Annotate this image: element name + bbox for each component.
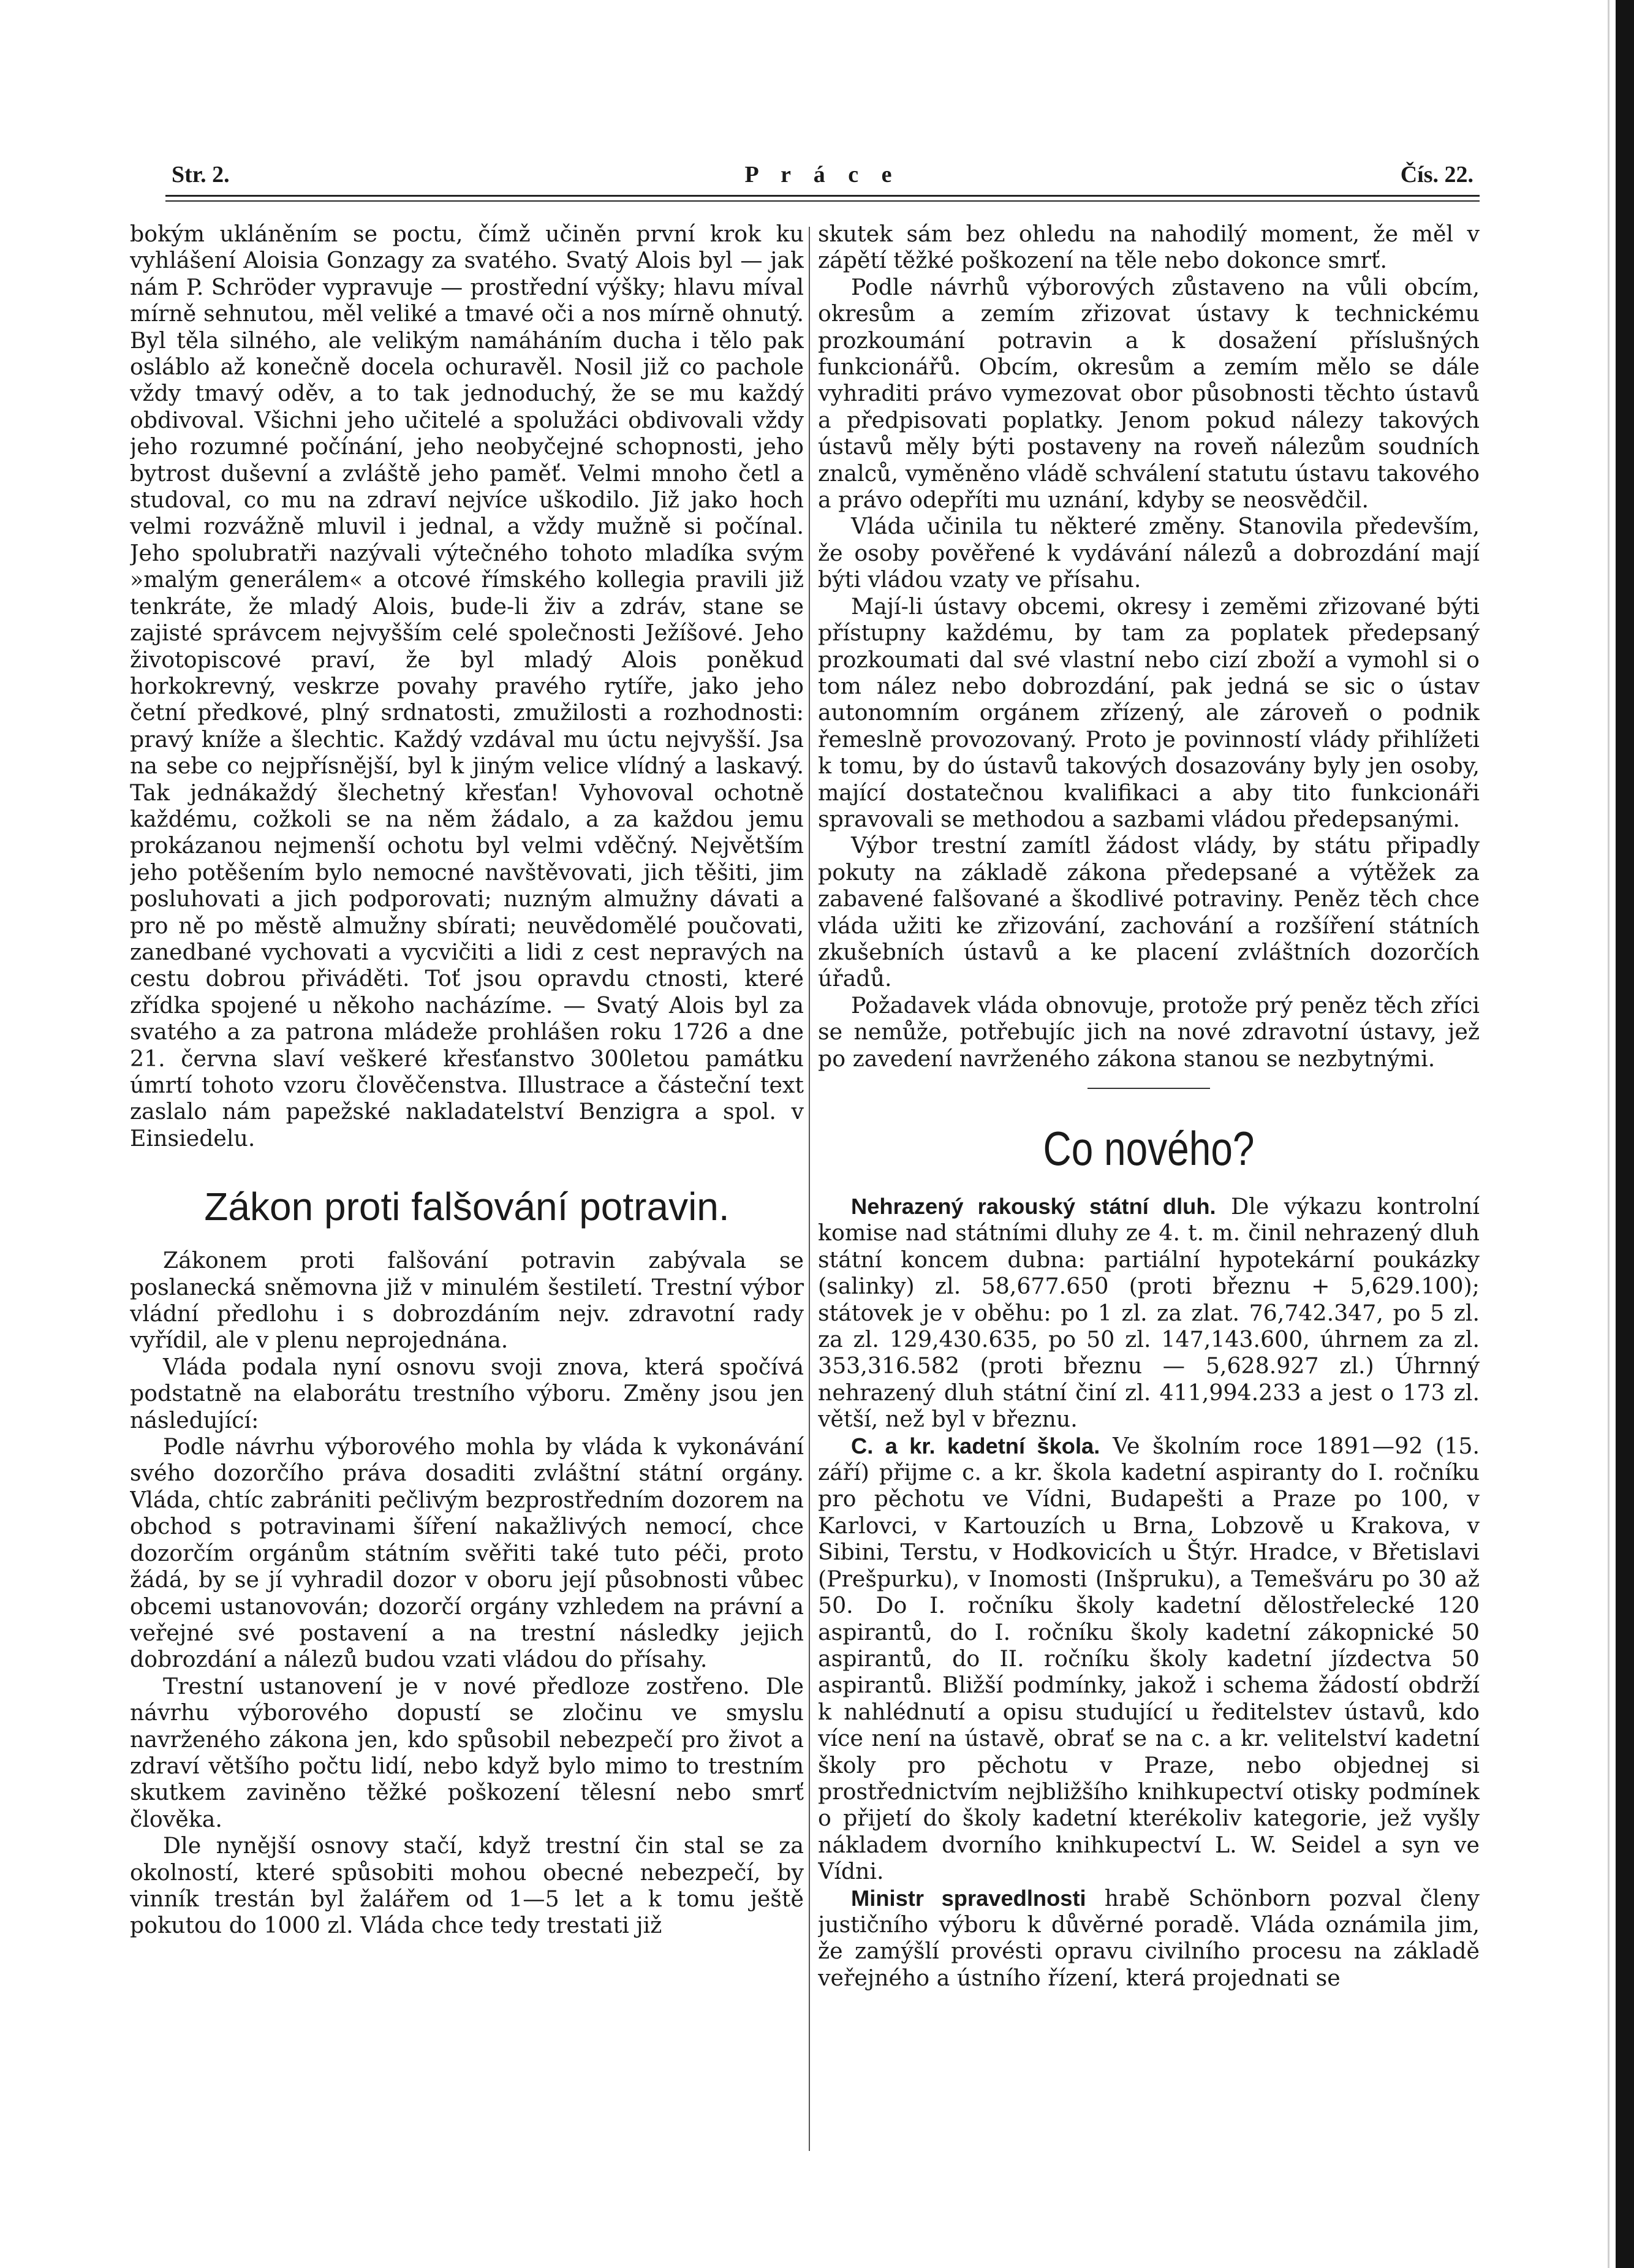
article-paragraph: Trestní ustanovení je v nové předloze zostřeno. Dle návrhu výborového dopustí se zločinu ve smyslu navrženého zákona jen, kdo spůsobil nebezpečí pro život a zdraví většího počtu lidí, nebo když bylo mimo to trestním skutkem zaviněno těžké poškození tělesní nebo smrť člověka.	[130, 1672, 804, 1832]
issue-number: Čís. 22.	[1400, 162, 1473, 188]
left-column	[130, 221, 804, 2163]
article-paragraph: skutek sám bez ohledu na nahodilý moment, že měl v zápětí těžké poškození na těle nebo dokonce smrť.	[818, 221, 1480, 274]
header-rule	[165, 195, 1480, 202]
article-paragraph: Zákonem proti falšování potravin zabývala se poslanecká sněmovna již v minulém šestiletí. Trestní výbor vládní předlohu i s dobrozdáním nejv. zdravotní rady vyřídil, ale v plenu neprojednána.	[130, 1247, 804, 1354]
section-title-news: Co nového?	[1043, 1121, 1255, 1175]
right-column	[818, 221, 1480, 2163]
article-title-food-law: Zákon proti falšování potravin.	[204, 1185, 730, 1229]
newspaper-title: P r á c e	[744, 162, 901, 188]
news-item-text: hrabě Schönborn pozval členy justičního výboru k důvěrné poradě. Vláda oznámila jim, že zamýšlí provésti opravu civilního procesu na základě veřejného a ústního řízení, která projednati se	[818, 1884, 1480, 1991]
page-number: Str. 2.	[172, 162, 230, 188]
article-paragraph: Výbor trestní zamítl žádost vlády, by státu připadly pokuty na základě zákona předepsané a výtěžek za zabavené falšované a škodlivé potraviny. Peněz těch chce vláda užiti ke zřizování, zachování a rozšíření státních zkušebních ústavů a ke placení zvláštních dozorčích úřadů.	[818, 832, 1480, 992]
scan-edge-strip	[1608, 0, 1609, 2268]
scan-edge	[1616, 0, 1634, 2268]
news-item-lead: C. a kr. kadetní škola.	[851, 1433, 1100, 1458]
news-item-text: Dle výkazu kontrolní komise nad státními dluhy ze 4. t. m. činil nehrazený dluh státní koncem dubna: partiální hypotekární poukázky (salinky) zl. 58,677.650 (proti březnu + 5,629.100); státovek je v oběhu: po 1 zl. za zlat. 76,742.347, po 5 zl. za zl. 129,430.635, po 50 zl. 147,143.600, úhrnem za zl. 353,316.582 (proti březnu — 5,628.927 zl.) Úhrnný nehrazený dluh státní činí zl. 411,994.233 a jest o 173 zl. větší, než byl v březnu.	[818, 1193, 1480, 1433]
article-paragraph: Vláda podala nyní osnovu svoji znova, která spočívá podstatně na elaborátu trestního výboru. Změny jsou jen následující:	[130, 1353, 804, 1433]
news-item	[818, 1193, 1480, 1433]
article-paragraph: Mají-li ústavy obcemi, okresy i zeměmi zřizované býti přístupny každému, by tam za poplatek předepsaný prozkoumati dal své vlastní nebo cizí zboží a vymohl si o tom nález nebo dobrozdání, pak jedná se sic o ústav autonomním orgánem zřízený, ale zároveň o podnik řemeslně provozovaný. Proto je povinností vlády přihlížeti k tomu, by do ústavů takových dosazovány byly jen osoby, mající dostatečnou kvalifikaci a aby tito funkcionáři spravovali se methodou a sazbami vládou předepsanými.	[818, 593, 1480, 832]
news-item	[818, 1433, 1480, 1885]
article-paragraph: Požadavek vláda obnovuje, protože prý peněz těch zříci se nemůže, potřebujíc jich na nové zdravotní ústavy, jež po zavedení navrženého zákona stanou se nezbytnými.	[818, 992, 1480, 1072]
news-item-lead: Ministr spravedlnosti	[851, 1885, 1086, 1911]
news-item	[818, 1885, 1480, 1992]
article-paragraph: Vláda učinila tu některé změny. Stanovila především, že osoby pověřené k vydávání nálezů a dobrozdání mají býti vládou vzaty ve přísahu.	[818, 513, 1480, 593]
aloisius-paragraph: bokým ukláněním se poctu, čímž učiněn první krok ku vyhlášení Aloisia Gonzagy za svatého. Svatý Alois byl — jak nám P. Schröder vypravuje — prostřední výšky; hlavu míval mírně sehnutou, měl veliké a tmavé oči a nos mírně ohnutý. Byl těla silného, ale velikým namáháním ducha i tělo pak osláblo až konečně docela ochuravěl. Nosil již co pachole vždy tmavý oděv, a to tak jednoduchý, že se mu každý obdivoval. Všichni jeho učitelé a spolužáci obdivovali vždy jeho rozumné počínání, jeho neobyčejné schopnosti, jeho bytrost duševní a zvláště jeho paměť. Velmi mnoho četl a studoval, co mu na zdraví nejvíce uškodilo. Již jako hoch velmi rozvážně mluvil i jednal, a vždy mužně si počínal. Jeho spolubratři nazývali výtečného tohoto mladíka svým »malým generálem« a otcové římského kollegia pravili již tenkráte, že mladý Alois, bude-li živ a zdráv, stane se zajisté správcem nejvyšším celé společnosti Ježíšové. Jeho životopiscové praví, že byl mladý Alois poněkud horkokrevný, veskrze povahy pravého rytíře, jako jeho četní předkové, plný srdnatosti, zmužilosti a rozhodnosti: pravý kníže a šlechtic. Každý vzdával mu úctu nejvyšší. Jsa na sebe co nejpřísnější, byl k jiným velice vlídný a laskavý. Tak jednákaždý šlechetný křesťan! Vyhovoval ochotně každému, cožkoli se na něm žádalo, a za každou jemu prokázanou nejmenší ochotu byl velmi vděčný. Největším jeho potěšením bylo nemocné navštěvovati, jich těšiti, jim posluhovati a jich podporovati; nuzným almužny dávati a pro ně po městě almužny sbírati; neuvědomělé poučovati, zanedbané vychovati a vycvičiti a lidi z cest nepravých na cestu dobrou přiváděti. Toť jsou opravdu ctnosti, které zřídka spojené u někoho nacházíme. — Svatý Alois byl za svatého a za patrona mládeže prohlášen roku 1726 a dne 21. června slaví veškeré křesťanstvo 300letou památku úmrtí tohoto vzoru člověčenstva. Illustrace a částeční text zaslalo nám papežské nakladatelství Benzigra a spol. v Einsiedelu.	[130, 221, 804, 1151]
news-item-text: Ve školním roce 1891—92 (15. září) přijme c. a kr. škola kadetní aspiranty do I. ročníku pro pěchotu ve Vídni, Budapešti a Praze po 100, v Karlovci, v Kartouzích u Brna, Lobzově u Krakova, v Sibini, Terstu, v Hodkovicích u Štýr. Hradce, v Břetislavi (Prešpurku), v Inomosti (Inšpruku), a Temešváru po 30 až 50. Do I. ročníku školy kadetní dělostřelecké 120 aspirantů, do I. ročníku školy kadetní zákopnické 50 aspirantů, do II. ročníku školy kadetní jízdectva 50 aspirantů. Bližší podmínky, jakož i schema žádostí obdrží k nahlédnutí a opisu studující u ředitelstev ústavů, kdo více není na ústavě, obrať se na c. a kr. velitelství kadetní školy pro pěchotu v Praze, nebo objednej si prostřednictvím nejbližšího knihkupectví otisky podmínek o přijetí do školy kadetní kterékoliv kategorie, jež vyšly nákladem dvorního knihkupectví L. W. Seidel a syn ve Vídni.	[818, 1432, 1480, 1885]
news-item-lead: Nehrazený rakouský státní dluh.	[851, 1194, 1216, 1219]
column-divider	[809, 227, 810, 2151]
article-paragraph: Podle návrhů výborových zůstaveno na vůli obcím, okresům a zemím zřizovat ústavy k technickému prozkoumání potravin a k dosažení příslušných funkcionářů. Obcím, okresům a zemím mělo se dále vyhraditi právo vymezovat obor působnosti těchto ústavů a předpisovati poplatky. Jenom pokud nálezy takových ústavů měly býti postaveny na roveň nálezům soudních znalců, vyměněno vládě schválení statutu ústavu takového a právo odepříti mu uznání, kdyby se neosvědčil.	[818, 273, 1480, 514]
page-header	[165, 156, 1480, 193]
article-paragraph: Dle nynější osnovy stačí, když trestní čin stal se za okolností, které spůsobiti mohou obecné nebezpečí, by vinník trestán byl žalářem od 1—5 let a k tomu ještě pokutou do 1000 zl. Vláda chce tedy trestati již	[130, 1832, 804, 1939]
article-paragraph: Podle návrhu výborového mohla by vláda k vykonávání svého dozorčího práva dosaditi zvláštní státní orgány. Vláda, chtíc zabrániti pečlivým bezprostředním dozorem na obchod s potravinami šíření nakažlivých nemocí, chce dozorčím orgánům státním svěřiti také tuto péči, proto žádá, by se jí vyhradil dozor v oboru její působnosti vůbec obcemi ustanovován; dozorčí orgány vzhledem na právní a veřejné své postavení a na trestní následky jejich dobrozdání a nálezů budou vzati vládou do přísahy.	[130, 1433, 804, 1673]
section-separator	[1087, 1088, 1210, 1089]
